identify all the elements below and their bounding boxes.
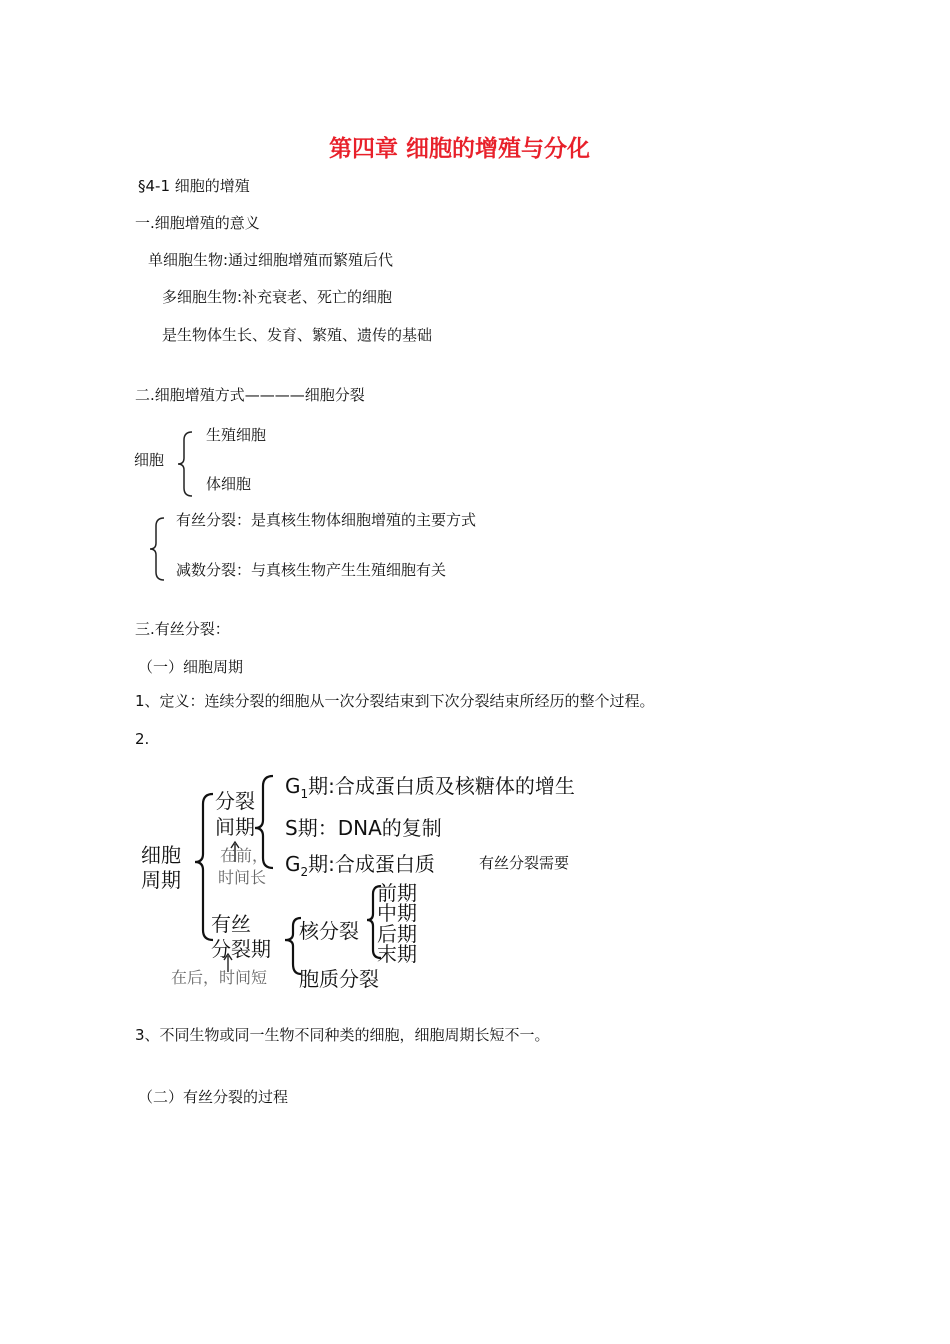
- mitosis-phase-line1: 有丝: [211, 912, 251, 936]
- g1-text: 期:合成蛋白质及核糖体的增生: [308, 774, 575, 798]
- division-meiosis: 减数分裂：与真核生物产生生殖细胞有关: [176, 561, 447, 579]
- heading-3: 三.有丝分裂：: [135, 620, 230, 638]
- g2-subscript: 2: [300, 865, 309, 879]
- interphase-note-line1: 在前，: [220, 846, 269, 865]
- cell-label: 细胞: [134, 451, 165, 469]
- g1-subscript: 1: [300, 787, 309, 801]
- item-1: 1、定义：连续分裂的细胞从一次分裂结束到下次分裂结束所经历的整个过程。: [135, 692, 655, 710]
- phase-telophase: 末期: [377, 942, 417, 966]
- section-heading: §4-1 细胞的增殖: [138, 177, 250, 195]
- subheading-2: （二）有丝分裂的过程: [138, 1088, 289, 1106]
- mitosis-note: 在后，时间短: [171, 968, 268, 987]
- subheading-1: （一）细胞周期: [138, 658, 244, 676]
- interphase-line1: 分裂: [215, 789, 255, 813]
- paragraph-2: 多细胞生物:补充衰老、死亡的细胞: [162, 288, 393, 306]
- s-prefix: S期：: [285, 816, 338, 840]
- side-note: 有丝分裂需要: [479, 854, 570, 872]
- interphase-note-line2: 时间长: [218, 868, 267, 887]
- heading-2: 二.细胞增殖方式————细胞分裂: [135, 386, 365, 404]
- phase-metaphase: 中期: [377, 901, 417, 925]
- heading-1: 一.细胞增殖的意义: [135, 214, 260, 232]
- g2-prefix: G: [285, 852, 301, 876]
- division-mitosis: 有丝分裂：是真核生物体细胞增殖的主要方式: [176, 511, 477, 529]
- cell-type-germ: 生殖细胞: [206, 426, 267, 444]
- paragraph-3: 是生物体生长、发育、繁殖、遗传的基础: [162, 326, 433, 344]
- g1-prefix: G: [285, 774, 301, 798]
- item-2: 2.: [135, 730, 150, 748]
- s-phase: [285, 818, 442, 838]
- cell-cycle-diagram: [135, 758, 615, 998]
- item-3: 3、不同生物或同一生物不同种类的细胞，细胞周期长短不一。: [135, 1026, 550, 1044]
- g2-text: 期:合成蛋白质: [308, 852, 435, 876]
- cell-types-brace: [176, 430, 194, 498]
- phase-prophase: 前期: [377, 881, 417, 905]
- phase-anaphase: 后期: [377, 922, 417, 946]
- cytokinesis: 胞质分裂: [299, 967, 379, 991]
- interphase-line2: 间期: [215, 815, 255, 839]
- g1-phase: [285, 776, 575, 800]
- mitosis-phase-line2: 分裂期: [211, 937, 271, 961]
- diagram-root-line1: 细胞: [141, 843, 181, 867]
- chapter-title: 第四章 细胞的增殖与分化: [329, 136, 591, 162]
- g2-phase: [285, 854, 435, 878]
- cell-type-somatic: 体细胞: [206, 475, 252, 493]
- paragraph-1: 单细胞生物:通过细胞增殖而繁殖后代: [148, 251, 394, 269]
- s-text: DNA的复制: [337, 816, 442, 840]
- karyokinesis: 核分裂: [299, 919, 359, 943]
- division-types-brace: [148, 516, 166, 582]
- diagram-root-line2: 周期: [141, 868, 181, 892]
